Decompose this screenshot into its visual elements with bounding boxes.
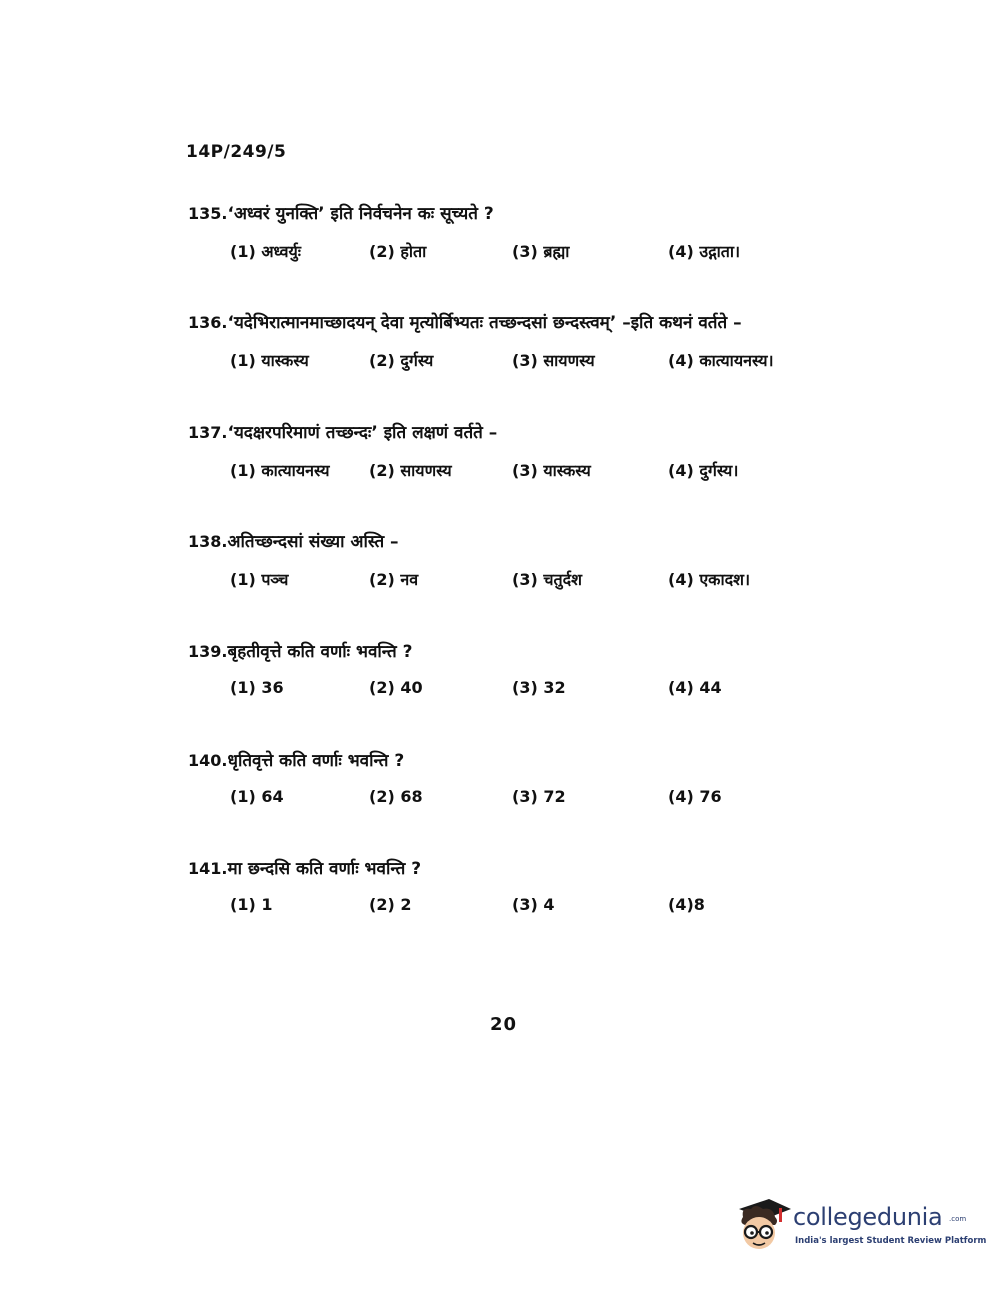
options-row [188, 349, 828, 377]
question-number: 141. [188, 859, 228, 878]
question-line [188, 421, 828, 445]
question-136 [188, 311, 828, 377]
question-line [188, 311, 828, 335]
brand-dotcom: .com [949, 1215, 967, 1223]
question-number: 140. [188, 751, 228, 770]
options-row [188, 895, 828, 923]
page-number: 20 [490, 1014, 518, 1035]
option-2: (2) होता [369, 242, 427, 261]
question-number: 139. [188, 642, 228, 661]
question-text: अतिच्छन्दसां संख्या अस्ति – [227, 532, 399, 552]
option-4: (4) एकादश। [668, 570, 751, 589]
question-line [188, 640, 828, 664]
option-3: (3) ब्रह्मा [512, 242, 570, 261]
option-4: (4) 44 [668, 678, 722, 697]
options-row [188, 787, 828, 815]
option-4: (4) कात्यायनस्य। [668, 351, 774, 370]
option-1: (1) अध्वर्युः [230, 242, 301, 261]
question-141 [188, 857, 828, 923]
option-1: (1) पञ्च [230, 570, 289, 589]
question-number: 137. [188, 423, 228, 442]
option-3: (3) 32 [512, 678, 566, 697]
option-4: (4) उद्गाता। [668, 242, 741, 261]
option-4: (4) 76 [668, 787, 722, 806]
option-1: (1) यास्कस्य [230, 351, 309, 370]
option-4: (4) दुर्गस्य। [668, 461, 739, 480]
option-1: (1) 64 [230, 787, 284, 806]
option-3: (3) 72 [512, 787, 566, 806]
question-text: ‘अध्वरं युनक्ति’ इति निर्वचनेन कः सूच्यते ? [227, 204, 494, 224]
options-row [188, 240, 828, 268]
brand-name: collegedunia [793, 1203, 943, 1231]
brand-tagline: India's largest Student Review Platform [795, 1236, 987, 1246]
option-3: (3) चतुर्दश [512, 570, 582, 589]
question-number: 135. [188, 204, 228, 223]
question-text: ‘यदेभिरात्मानमाच्छादयन् देवा मृत्योर्बिभ्यतः तच्छन्दसां छन्दस्त्वम्’ –इति कथनं वर्तते – [227, 313, 742, 333]
question-text: ‘यदक्षरपरिमाणं तच्छन्दः’ इति लक्षणं वर्तते – [227, 423, 498, 443]
option-1: (1) 36 [230, 678, 284, 697]
student-mascot-icon [735, 1195, 791, 1255]
question-line [188, 530, 828, 554]
question-text: धृतिवृत्ते कति वर्णाः भवन्ति ? [227, 751, 405, 771]
option-4: (4)8 [668, 895, 705, 914]
option-1: (1) कात्यायनस्य [230, 461, 330, 480]
option-2: (2) 40 [369, 678, 423, 697]
question-139 [188, 640, 828, 706]
question-138 [188, 530, 828, 596]
question-140 [188, 749, 828, 815]
options-row [188, 678, 828, 706]
option-2: (2) नव [369, 570, 419, 589]
page-code: 14P/249/5 [186, 142, 287, 162]
option-3: (3) सायणस्य [512, 351, 595, 370]
question-text: मा छन्दसि कति वर्णाः भवन्ति ? [227, 859, 422, 879]
question-135 [188, 202, 828, 268]
option-2: (2) सायणस्य [369, 461, 452, 480]
option-3: (3) यास्कस्य [512, 461, 591, 480]
options-row [188, 568, 828, 596]
question-number: 138. [188, 532, 228, 551]
option-2: (2) 68 [369, 787, 423, 806]
question-line [188, 202, 828, 226]
option-2: (2) 2 [369, 895, 412, 914]
option-3: (3) 4 [512, 895, 555, 914]
question-line [188, 749, 828, 773]
option-1: (1) 1 [230, 895, 273, 914]
option-2: (2) दुर्गस्य [369, 351, 434, 370]
options-row [188, 459, 828, 487]
question-line [188, 857, 828, 881]
question-137 [188, 421, 828, 487]
collegedunia-logo[interactable] [735, 1195, 987, 1257]
question-text: बृहतीवृत्ते कति वर्णाः भवन्ति ? [227, 642, 413, 662]
question-number: 136. [188, 313, 228, 332]
